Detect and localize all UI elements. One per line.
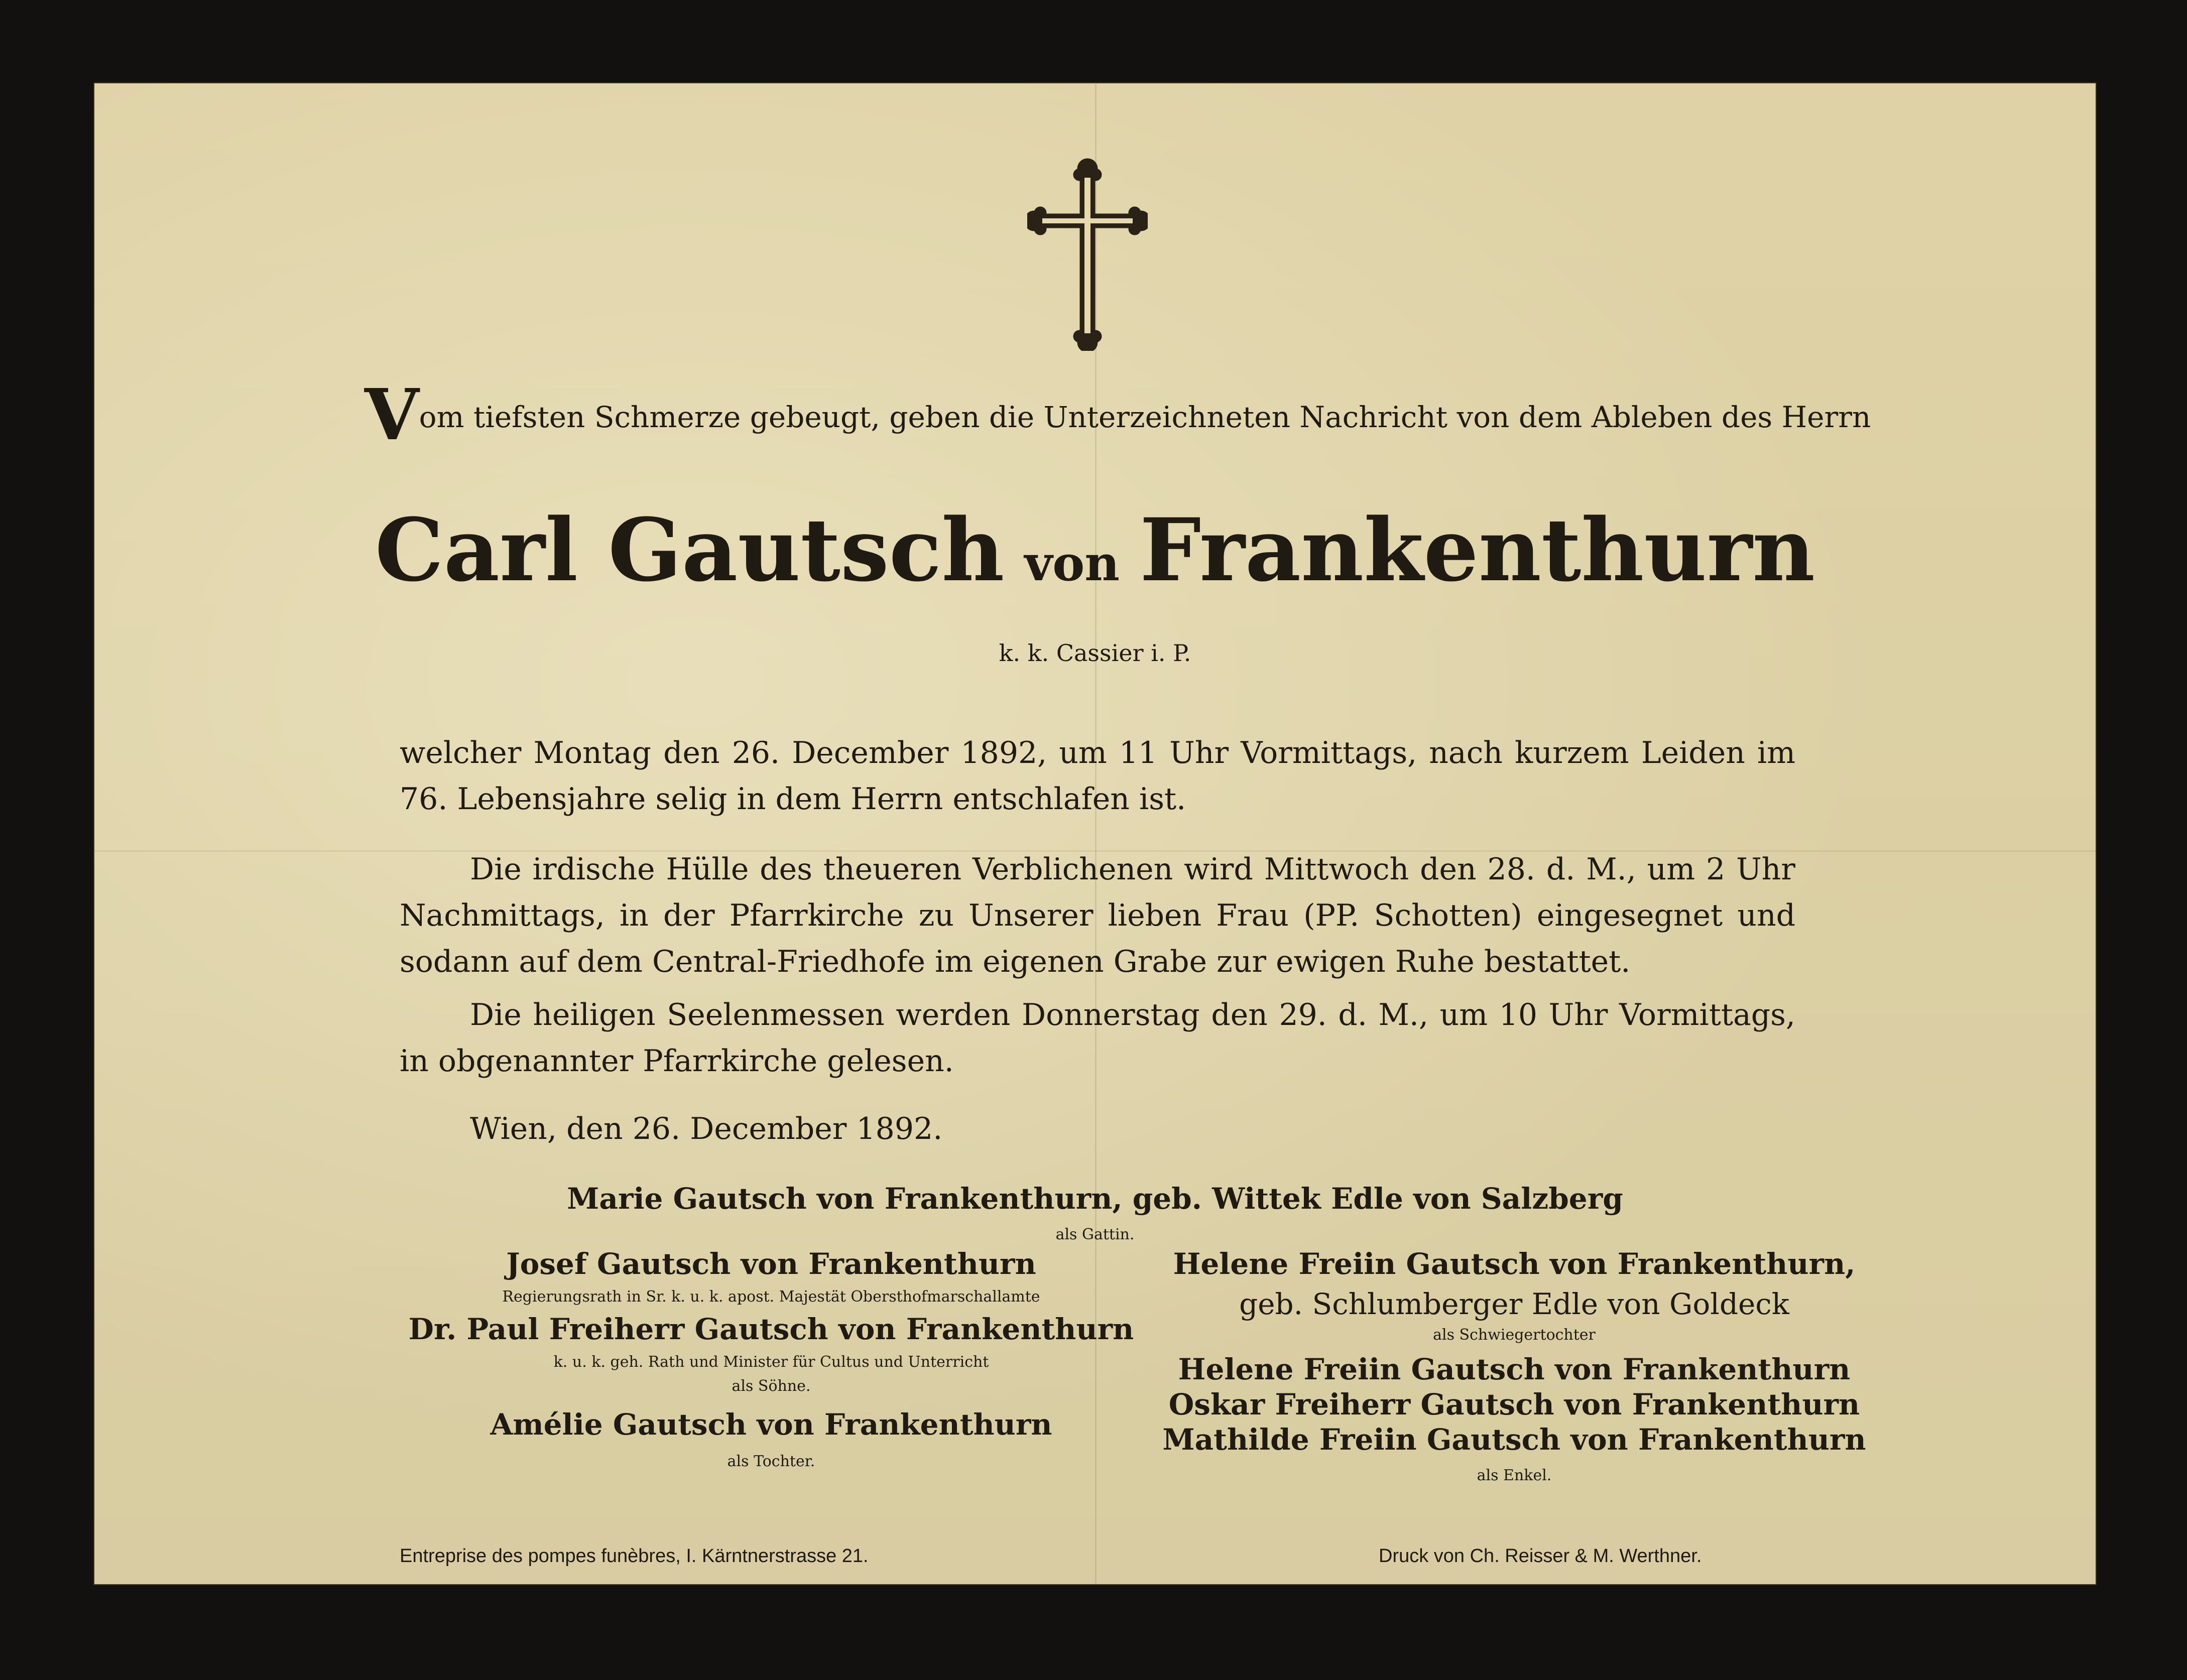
paragraph-death: welcher Montag den 26. December 1892, um 11 Uhr Vormittags, nach kurzem Leiden im 76. Lebensjahre selig in dem Herrn entschlafen ist. <box>400 735 1795 817</box>
signatory-widow-role: als Gattin. <box>1055 1226 1135 1243</box>
signatory-grandchild-helene: Helene Freiin Gautsch von Frankenthurn <box>1178 1352 1851 1386</box>
footer-undertaker: Entreprise des pompes funèbres, I. Kärntnerstrasse 21. <box>400 1545 869 1567</box>
drop-cap: V <box>365 374 419 456</box>
signatory-daughter-in-law-maiden: geb. Schlumberger Edle von Goldeck <box>1239 1287 1789 1321</box>
mourning-notice-sheet <box>93 82 2097 1585</box>
deceased-name-particle: von <box>1024 535 1120 592</box>
signatory-son-josef-title: Regierungsrath in Sr. k. u. k. apost. Majestät Obersthofmarschallamte <box>502 1288 1040 1306</box>
place-and-date: Wien, den 26. December 1892. <box>470 1111 943 1146</box>
deceased-name <box>93 499 2097 601</box>
intro-text: om tiefsten Schmerze gebeugt, geben die Unterzeichneten Nachricht von dem Ableben des Herrn <box>419 400 1871 434</box>
signatory-sons-role: als Söhne. <box>732 1377 811 1395</box>
footer-printer: Druck von Ch. Reisser & M. Werthner. <box>1379 1545 1702 1567</box>
signatory-grandchildren-role: als Enkel. <box>1477 1467 1552 1484</box>
cross-icon <box>1027 158 1148 351</box>
signatory-son-paul-title: k. u. k. geh. Rath und Minister für Cultus und Unterricht <box>553 1353 989 1371</box>
paragraph-burial: Die irdische Hülle des theueren Verblichenen wird Mittwoch den 28. d. M., um 2 Uhr Nachmittags, in der Pfarrkirche zu Unserer lieben Frau (PP. Schotten) eingesegnet und sodann auf dem Central-Friedhofe im eigenen Grabe zur ewigen Ruhe bestattet. <box>400 852 1795 979</box>
signatory-widow: Marie Gautsch von Frankenthurn, geb. Wittek Edle von Salzberg <box>567 1182 1623 1216</box>
deceased-last-name: Frankenthurn <box>1140 499 1815 601</box>
deceased-first-name: Carl Gautsch <box>375 499 1005 601</box>
signatory-daughter-role: als Tochter. <box>727 1453 815 1470</box>
signatory-daughter: Amélie Gautsch von Frankenthurn <box>490 1407 1052 1442</box>
signatory-son-paul: Dr. Paul Freiherr Gautsch von Frankenthurn <box>408 1312 1134 1346</box>
signatory-daughter-in-law: Helene Freiin Gautsch von Frankenthurn, <box>1173 1247 1856 1281</box>
deceased-title: k. k. Cassier i. P. <box>999 639 1191 667</box>
signatory-daughter-in-law-role: als Schwiegertochter <box>1433 1326 1596 1344</box>
signatory-son-josef: Josef Gautsch von Frankenthurn <box>506 1247 1036 1281</box>
signatory-grandchild-mathilde: Mathilde Freiin Gautsch von Frankenthurn <box>1162 1423 1866 1457</box>
signatory-grandchild-oskar: Oskar Freiherr Gautsch von Frankenthurn <box>1168 1387 1860 1421</box>
paragraph-masses: Die heiligen Seelenmessen werden Donnerstag den 29. d. M., um 10 Uhr Vormittags, in obgenannter Pfarrkirche gelesen. <box>400 997 1795 1079</box>
intro-line <box>365 374 1871 456</box>
